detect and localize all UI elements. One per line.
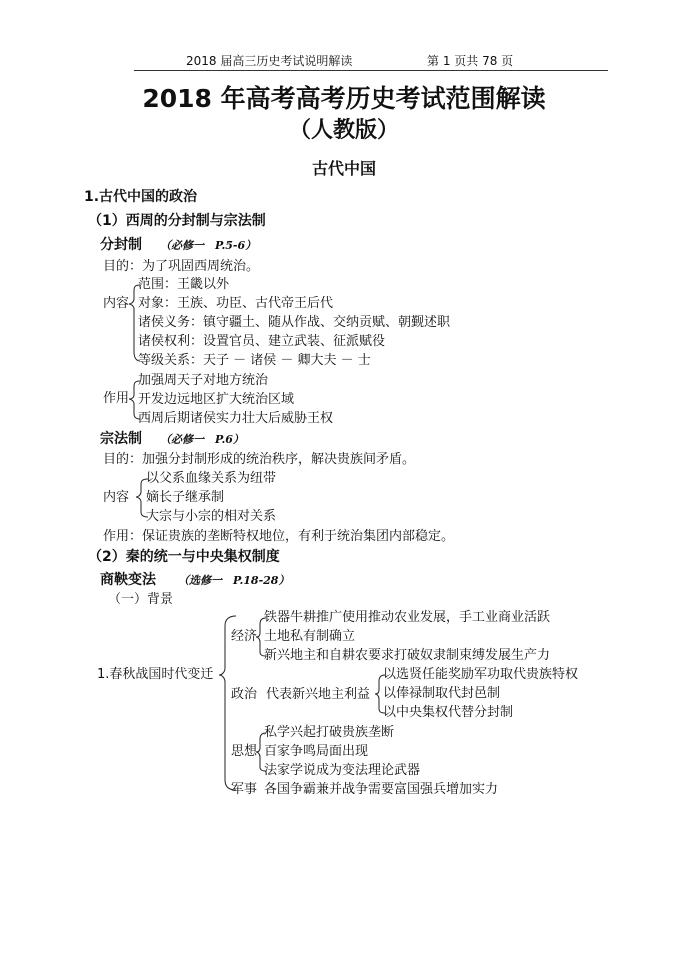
politics-item: 以俸禄制取代封邑制	[383, 686, 501, 701]
zongfa-content-item: 嫡长子继承制	[146, 490, 225, 505]
politics-mid: 代表新兴地主利益	[266, 687, 371, 702]
fenfeng-purpose: 目的：为了巩固西周统治。	[103, 259, 260, 274]
header-doc-title: 2018 届高三历史考试说明解读	[186, 54, 353, 68]
zongfa-effect: 作用：保证贵族的垄断特权地位，有利于统治集团内部稳定。	[103, 529, 455, 544]
economy-label: 经济	[231, 629, 258, 644]
fenfeng-title: 分封制	[100, 237, 142, 253]
shangyang-ref: （选修一 P.18-28）	[178, 574, 290, 587]
part2-heading: （2）秦的统一与中央集权制度	[88, 549, 280, 565]
part1-heading: （1）西周的分封制与宗法制	[88, 213, 266, 229]
fenfeng-content-label: 内容	[103, 296, 130, 311]
politics-label: 政治	[231, 687, 258, 702]
mindmap-root: 1.春秋战国时代变迁	[97, 667, 214, 682]
fenfeng-content-item: 范围：王畿以外	[138, 277, 230, 292]
zongfa-content-item: 大宗与小宗的相对关系	[146, 509, 277, 524]
politics-item: 以选贤任能奖励军功取代贵族特权	[383, 667, 579, 682]
background-heading: （一）背景	[108, 592, 174, 607]
thought-item: 法家学说成为变法理论武器	[264, 763, 421, 778]
fenfeng-effect-item: 开发边远地区扩大统治区域	[138, 392, 295, 407]
zongfa-purpose: 目的：加强分封制形成的统治秩序，解决贵族间矛盾。	[103, 452, 416, 467]
chapter-heading: 1.古代中国的政治	[84, 189, 198, 205]
shangyang-title: 商鞅变法	[100, 572, 156, 588]
zongfa-content-label: 内容	[103, 490, 130, 505]
fenfeng-content-item: 诸侯权利：设置官员、建立武装、征派赋役	[138, 334, 386, 349]
header-page-number: 第 1 页共 78 页	[427, 54, 514, 68]
thought-item: 百家争鸣局面出现	[264, 744, 369, 759]
thought-label: 思想	[231, 744, 258, 759]
header-rule	[134, 70, 608, 71]
fenfeng-content-item: 对象：王族、功臣、古代帝王后代	[138, 296, 334, 311]
fenfeng-effect-label: 作用	[103, 391, 130, 406]
economy-item: 土地私有制确立	[264, 629, 356, 644]
page-subtitle: （人教版）	[288, 118, 399, 143]
thought-item: 私学兴起打破贵族垄断	[264, 725, 395, 740]
fenfeng-ref: （必修一 P.5-6）	[160, 239, 257, 252]
zongfa-title: 宗法制	[100, 431, 142, 447]
economy-item: 铁器牛耕推广使用推动农业发展，手工业商业活跃	[264, 610, 551, 625]
economy-item: 新兴地主和自耕农要求打破奴隶制束缚发展生产力	[264, 648, 551, 663]
zongfa-content-item: 以父系血缘关系为纽带	[146, 471, 277, 486]
zongfa-ref: （必修一 P.6）	[160, 433, 244, 446]
fenfeng-content-item: 等级关系：天子 － 诸侯 － 卿大夫 － 士	[138, 353, 371, 368]
fenfeng-content-item: 诸侯义务：镇守疆土、随从作战、交纳贡赋、朝觐述职	[138, 315, 451, 330]
page-title: 2018 年高考高考历史考试范围解读	[142, 84, 546, 113]
fenfeng-effect-item: 西周后期诸侯实力壮大后威胁王权	[138, 411, 334, 426]
military-item: 各国争霸兼并战争需要富国强兵增加实力	[264, 782, 499, 797]
fenfeng-effect-item: 加强周天子对地方统治	[138, 373, 269, 388]
section-title: 古代中国	[311, 159, 376, 178]
military-label: 军事	[231, 782, 258, 797]
politics-item: 以中央集权代替分封制	[383, 705, 514, 720]
